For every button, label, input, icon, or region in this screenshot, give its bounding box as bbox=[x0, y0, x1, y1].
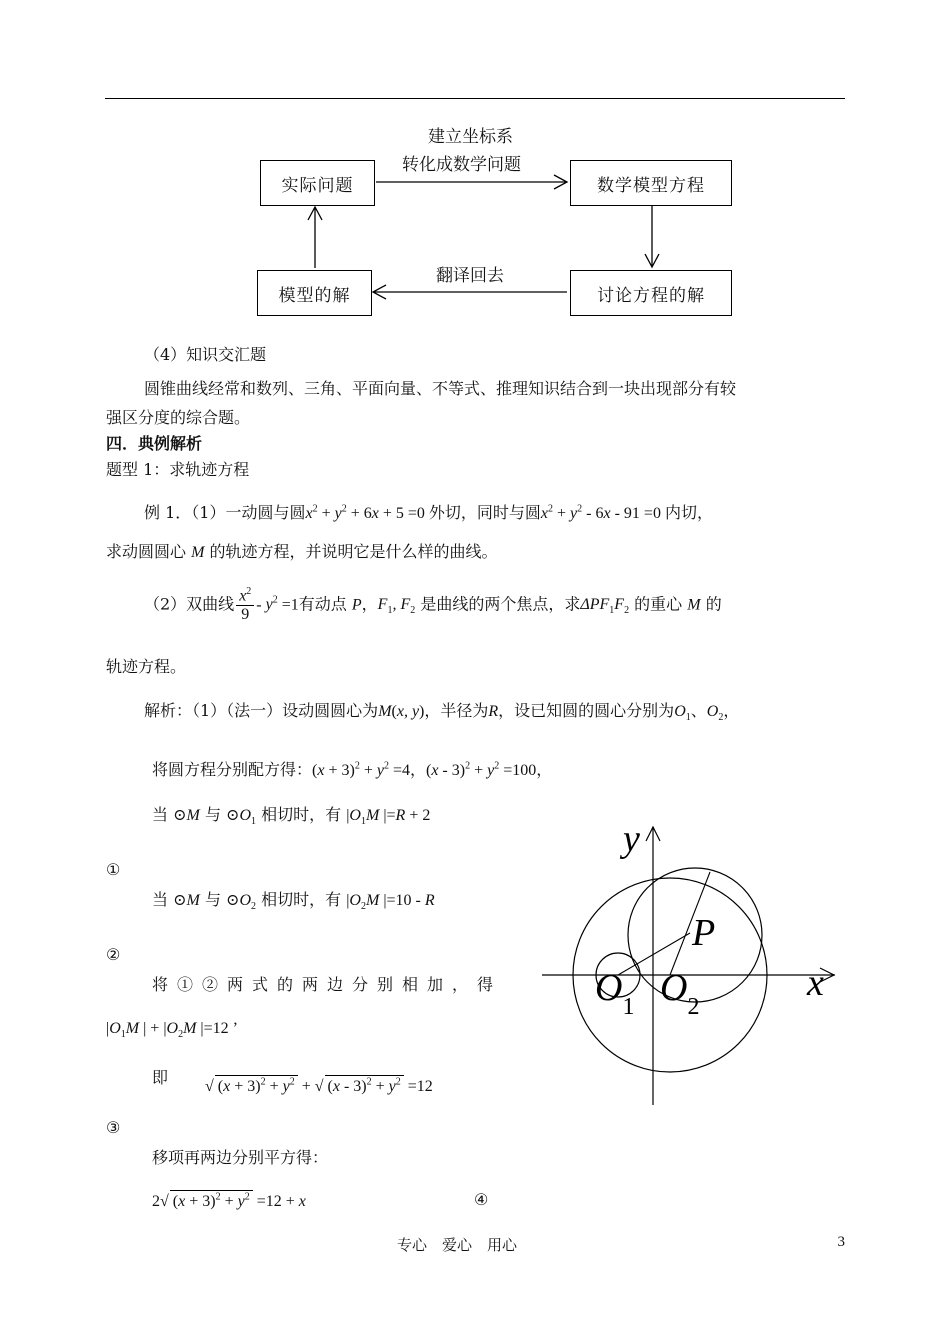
flow-arrows bbox=[0, 0, 950, 340]
arrow-label-top-2: 转化成数学问题 bbox=[402, 155, 521, 175]
section-4-heading: （4）知识交汇题 bbox=[144, 345, 267, 364]
circles-figure bbox=[530, 815, 850, 1110]
box-discuss-solution: 讨论方程的解 bbox=[570, 270, 732, 316]
part-4-heading: 四．典例解析 bbox=[106, 434, 203, 453]
page-number: 3 bbox=[837, 1234, 845, 1250]
solution-eq-4: 2√ $(x + 3)^2 + y^2 =12 + x$ bbox=[152, 1191, 306, 1210]
section-4-paragraph-line1: 圆锥曲线经常和数列、三角、平面向量、不等式、推理知识结合到一块出现部分有较 bbox=[144, 379, 737, 398]
circled-1: ① bbox=[106, 860, 121, 879]
solution-line-4: 当 ⊙M 与 $⊙O_2$ 相切时，有 $|O_2M$ |=10 - R bbox=[152, 890, 435, 913]
solution-line-7: 即 bbox=[152, 1068, 169, 1087]
label-o2: $O_2$ bbox=[660, 967, 700, 1020]
type-1-heading: 题型 1：求轨迹方程 bbox=[106, 460, 250, 479]
circled-2: ② bbox=[106, 945, 121, 964]
solution-line-6: $|O_1M$ | + $|O_2M$ |=12 ’ bbox=[106, 1020, 238, 1041]
label-p: P bbox=[692, 912, 716, 954]
box-model-solution: 模型的解 bbox=[257, 270, 372, 316]
box-practical-problem: 实际问题 bbox=[260, 160, 375, 206]
circled-3: ③ bbox=[106, 1118, 121, 1137]
solution-eq-3: √ $(x + 3)^2 + y^2$ + √ $(x - 3)^2 + y^2 =12$ bbox=[205, 1076, 433, 1095]
section-4-paragraph-line2: 强区分度的综合题。 bbox=[106, 408, 251, 427]
label-y: y bbox=[623, 818, 640, 860]
solution-line-5: 将①②两式的两边分别相加，得 bbox=[152, 975, 503, 994]
example-1-part2-line2: 轨迹方程。 bbox=[106, 657, 187, 676]
label-x: x bbox=[807, 962, 824, 1004]
arrow-label-top-1: 建立坐标系 bbox=[428, 127, 513, 147]
example-1-part1-line2: 求动圆圆心 M 的轨迹方程，并说明它是什么样的曲线。 bbox=[106, 542, 498, 561]
example-1-part1-line1: 例 1．（1）一动圆与圆$x^2 + y^2 + 6x + 5 =0$ 外切，同时与圆$x^2 + y^2 - 6x - 91 =0$ 内切， bbox=[144, 503, 713, 522]
solution-line-3: 当 ⊙M 与 $⊙O_1$ 相切时，有 $|O_1M$ |=R + 2 bbox=[152, 805, 431, 828]
solution-line-2: 将圆方程分别配方得：$(x + 3)^2 + y^2 =4$，$(x - 3)^2 + y^2 =100$， bbox=[152, 760, 553, 779]
solution-line-8: 移项再两边分别平方得： bbox=[152, 1148, 329, 1167]
footer-center: 专心 爱心 用心 bbox=[397, 1236, 518, 1254]
example-1-part2-line1: （2）双曲线 $\frac{x^2}{9}$ - $y^2 =1$有动点 P，$F_1$, $F_2$ 是曲线的两个焦点，求$\Delta PF_1F_2$ 的重心 M 的 bbox=[144, 586, 722, 623]
label-o1: $O_1$ bbox=[595, 967, 635, 1020]
box-math-model-equation: 数学模型方程 bbox=[570, 160, 732, 206]
circled-4: ④ bbox=[474, 1190, 489, 1209]
solution-line-1: 解析：（1）（法一）设动圆圆心为M(x, y)，半径为R，设已知圆的圆心分别为$O_1$、$O_2$， bbox=[144, 701, 740, 724]
arrow-label-bottom: 翻译回去 bbox=[436, 266, 504, 286]
